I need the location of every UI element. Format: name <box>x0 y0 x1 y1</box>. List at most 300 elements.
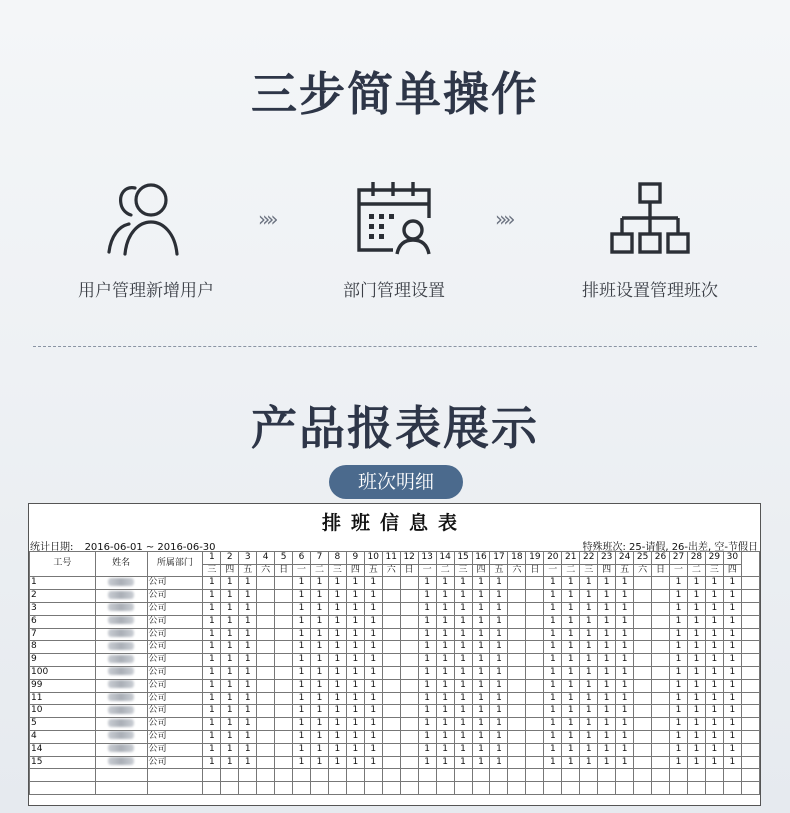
shift-cell: 1 <box>221 730 239 743</box>
empty-cell <box>257 769 275 782</box>
empty-cell <box>30 769 96 782</box>
shift-cell: 1 <box>687 628 705 641</box>
day-header: 28 <box>687 552 705 565</box>
shift-cell-empty <box>400 692 418 705</box>
empty-cell <box>257 782 275 795</box>
shift-cell: 1 <box>580 743 598 756</box>
shift-cell: 1 <box>580 756 598 769</box>
shift-cell-empty <box>257 602 275 615</box>
empty-cell <box>670 769 688 782</box>
shift-cell-empty <box>382 743 400 756</box>
empty-cell <box>239 782 257 795</box>
shift-cell: 1 <box>705 679 723 692</box>
shift-cell: 1 <box>723 641 741 654</box>
empty-cell <box>580 769 598 782</box>
shift-cell: 1 <box>454 666 472 679</box>
shift-cell-empty <box>652 577 670 590</box>
empty-cell <box>705 769 723 782</box>
empty-cell <box>526 769 544 782</box>
shift-cell-empty <box>400 666 418 679</box>
shift-cell: 1 <box>705 602 723 615</box>
shift-cell: 1 <box>310 718 328 731</box>
empty-cell <box>95 782 147 795</box>
shift-cell: 1 <box>544 743 562 756</box>
department: 公司 <box>147 615 203 628</box>
shift-cell: 1 <box>723 679 741 692</box>
shift-cell-empty <box>382 615 400 628</box>
shift-cell-empty <box>634 590 652 603</box>
shift-cell: 1 <box>203 692 221 705</box>
shift-cell: 1 <box>490 641 508 654</box>
shift-cell-empty <box>652 718 670 731</box>
section-divider <box>33 346 757 347</box>
weekday-header: 五 <box>490 564 508 577</box>
shift-cell-empty <box>275 615 293 628</box>
redacted-name <box>108 629 134 637</box>
shift-cell: 1 <box>562 718 580 731</box>
shift-cell: 1 <box>687 602 705 615</box>
shift-cell: 1 <box>239 718 257 731</box>
shift-cell: 1 <box>203 743 221 756</box>
shift-cell: 1 <box>490 718 508 731</box>
col-header-dept: 所属部门 <box>147 552 203 577</box>
redacted-name <box>108 731 134 739</box>
empty-cell <box>598 769 616 782</box>
shift-cell: 1 <box>239 628 257 641</box>
shift-cell: 1 <box>418 641 436 654</box>
shift-cell: 1 <box>472 590 490 603</box>
shift-cell: 1 <box>436 705 454 718</box>
shift-cell-empty <box>400 577 418 590</box>
redacted-name <box>108 578 134 586</box>
shift-cell: 1 <box>490 577 508 590</box>
shift-cell: 1 <box>562 756 580 769</box>
weekday-header: 二 <box>436 564 454 577</box>
shift-cell: 1 <box>472 730 490 743</box>
shift-cell: 1 <box>346 718 364 731</box>
department: 公司 <box>147 666 203 679</box>
shift-cell: 1 <box>418 590 436 603</box>
shift-cell: 1 <box>221 628 239 641</box>
shift-cell: 1 <box>454 602 472 615</box>
shift-cell: 1 <box>687 692 705 705</box>
shift-detail-badge: 班次明细 <box>329 465 463 499</box>
shift-cell: 1 <box>490 590 508 603</box>
shift-cell-empty <box>652 679 670 692</box>
shift-cell: 1 <box>472 692 490 705</box>
shift-cell: 1 <box>364 615 382 628</box>
shift-cell: 1 <box>346 730 364 743</box>
weekday-header: 五 <box>364 564 382 577</box>
shift-cell: 1 <box>544 641 562 654</box>
shift-cell-empty <box>382 654 400 667</box>
shift-cell-empty <box>508 577 526 590</box>
day-header: 3 <box>239 552 257 565</box>
empty-cell <box>490 769 508 782</box>
empty-cell <box>616 769 634 782</box>
shift-cell: 1 <box>221 756 239 769</box>
shift-cell-empty <box>634 615 652 628</box>
shift-cell: 1 <box>346 692 364 705</box>
col-header-name: 姓名 <box>95 552 147 577</box>
weekday-header: 三 <box>454 564 472 577</box>
shift-cell: 1 <box>239 679 257 692</box>
employee-name-redacted <box>95 590 147 603</box>
day-header: 4 <box>257 552 275 565</box>
shift-cell: 1 <box>687 718 705 731</box>
shift-cell: 1 <box>436 730 454 743</box>
shift-cell: 1 <box>472 666 490 679</box>
shift-cell-empty <box>382 718 400 731</box>
shift-cell-empty <box>275 628 293 641</box>
shift-cell: 1 <box>670 666 688 679</box>
shift-cell: 1 <box>436 743 454 756</box>
shift-cell: 1 <box>221 602 239 615</box>
table-row <box>30 666 760 679</box>
shift-cell: 1 <box>328 577 346 590</box>
shift-cell-empty <box>275 666 293 679</box>
shift-cell: 1 <box>616 654 634 667</box>
weekday-header: 一 <box>670 564 688 577</box>
shift-cell-empty <box>634 756 652 769</box>
shift-cell: 1 <box>364 628 382 641</box>
shift-cell-empty <box>652 602 670 615</box>
empty-cell <box>723 769 741 782</box>
empty-cell <box>562 769 580 782</box>
day-header: 26 <box>652 552 670 565</box>
day-header: 1 <box>203 552 221 565</box>
shift-cell: 1 <box>562 654 580 667</box>
shift-cell: 1 <box>221 666 239 679</box>
shift-cell: 1 <box>454 654 472 667</box>
shift-cell: 1 <box>687 705 705 718</box>
empty-cell <box>454 769 472 782</box>
shift-cell: 1 <box>364 705 382 718</box>
shift-cell-empty <box>382 641 400 654</box>
shift-cell-empty <box>275 602 293 615</box>
shift-cell-empty <box>275 756 293 769</box>
shift-cell: 1 <box>203 730 221 743</box>
shift-cell-empty <box>508 628 526 641</box>
day-header: 30 <box>723 552 741 565</box>
weekday-header: 二 <box>562 564 580 577</box>
shift-cell-empty <box>526 756 544 769</box>
shift-cell: 1 <box>580 615 598 628</box>
shift-cell-empty <box>508 666 526 679</box>
redacted-name <box>108 667 134 675</box>
shift-cell-empty <box>257 679 275 692</box>
shift-cell: 1 <box>616 615 634 628</box>
shift-cell-empty <box>652 654 670 667</box>
shift-cell: 1 <box>472 679 490 692</box>
shift-cell: 1 <box>598 705 616 718</box>
shift-cell: 1 <box>328 692 346 705</box>
redacted-name <box>108 744 134 752</box>
shift-cell: 1 <box>598 577 616 590</box>
shift-cell-empty <box>382 692 400 705</box>
shift-cell: 1 <box>454 590 472 603</box>
shift-cell: 1 <box>328 602 346 615</box>
shift-cell: 1 <box>723 743 741 756</box>
department: 公司 <box>147 602 203 615</box>
weekday-header: 三 <box>580 564 598 577</box>
shift-cell: 1 <box>418 615 436 628</box>
employee-id: 11 <box>30 692 96 705</box>
shift-cell: 1 <box>310 730 328 743</box>
shift-cell: 1 <box>598 666 616 679</box>
shift-cell-empty <box>508 705 526 718</box>
shift-cell: 1 <box>562 615 580 628</box>
arrow-icon: »» <box>258 207 275 231</box>
shift-cell: 1 <box>436 577 454 590</box>
shift-cell: 1 <box>328 590 346 603</box>
weekday-header: 一 <box>293 564 311 577</box>
weekday-header: 六 <box>382 564 400 577</box>
employee-name-redacted <box>95 756 147 769</box>
shift-cell: 1 <box>544 666 562 679</box>
shift-cell: 1 <box>328 628 346 641</box>
shift-cell: 1 <box>687 666 705 679</box>
shift-cell: 1 <box>454 577 472 590</box>
special-shift-note: 特殊班次: 25-请假, 26-出差, 空-节假日 <box>582 542 758 553</box>
weekday-header: 五 <box>239 564 257 577</box>
shift-cell: 1 <box>239 730 257 743</box>
schedule-sheet <box>28 503 761 806</box>
empty-cell <box>544 769 562 782</box>
shift-cell: 1 <box>598 641 616 654</box>
shift-cell-empty <box>257 628 275 641</box>
day-header: 27 <box>670 552 688 565</box>
shift-cell-empty <box>652 590 670 603</box>
weekday-header: 四 <box>723 564 741 577</box>
shift-cell: 1 <box>580 641 598 654</box>
shift-cell-empty <box>257 666 275 679</box>
table-row <box>30 654 760 667</box>
shift-cell: 1 <box>310 679 328 692</box>
empty-cell <box>454 782 472 795</box>
department: 公司 <box>147 718 203 731</box>
shift-cell: 1 <box>436 590 454 603</box>
shift-cell: 1 <box>454 705 472 718</box>
shift-cell: 1 <box>454 615 472 628</box>
employee-name-redacted <box>95 705 147 718</box>
shift-cell: 1 <box>598 756 616 769</box>
empty-cell <box>490 782 508 795</box>
shift-cell: 1 <box>723 666 741 679</box>
shift-cell: 1 <box>616 743 634 756</box>
shift-cell: 1 <box>239 666 257 679</box>
shift-cell: 1 <box>203 718 221 731</box>
shift-cell: 1 <box>418 577 436 590</box>
col-header-id: 工号 <box>30 552 96 577</box>
shift-cell-empty <box>652 628 670 641</box>
shift-cell: 1 <box>346 666 364 679</box>
shift-cell: 1 <box>364 577 382 590</box>
shift-cell: 1 <box>293 615 311 628</box>
shift-cell: 1 <box>490 654 508 667</box>
sheet-title: 排班信息表 <box>321 512 467 534</box>
org-chart-icon <box>608 178 692 258</box>
department: 公司 <box>147 756 203 769</box>
shift-cell: 1 <box>203 577 221 590</box>
shift-cell: 1 <box>723 756 741 769</box>
shift-cell: 1 <box>472 641 490 654</box>
shift-cell: 1 <box>670 705 688 718</box>
day-header: 23 <box>598 552 616 565</box>
empty-cell <box>562 782 580 795</box>
shift-cell-empty <box>652 756 670 769</box>
employee-id: 1 <box>30 577 96 590</box>
shift-cell: 1 <box>687 679 705 692</box>
shift-cell: 1 <box>616 730 634 743</box>
shift-cell: 1 <box>616 590 634 603</box>
shift-cell: 1 <box>328 718 346 731</box>
shift-cell: 1 <box>239 692 257 705</box>
department: 公司 <box>147 730 203 743</box>
weekday-header: 四 <box>346 564 364 577</box>
shift-cell: 1 <box>616 628 634 641</box>
shift-cell: 1 <box>580 679 598 692</box>
empty-cell <box>147 782 203 795</box>
shift-cell: 1 <box>346 641 364 654</box>
shift-cell: 1 <box>670 641 688 654</box>
shift-cell: 1 <box>490 602 508 615</box>
shift-cell: 1 <box>239 577 257 590</box>
shift-cell: 1 <box>346 679 364 692</box>
shift-cell-empty <box>634 628 652 641</box>
shift-cell: 1 <box>293 743 311 756</box>
arrow-icon: »» <box>495 207 512 231</box>
shift-cell: 1 <box>221 718 239 731</box>
report-heading: 产品报表展示 <box>251 401 539 455</box>
shift-cell: 1 <box>723 602 741 615</box>
shift-cell: 1 <box>562 577 580 590</box>
shift-cell: 1 <box>328 730 346 743</box>
shift-cell: 1 <box>705 615 723 628</box>
shift-cell: 1 <box>472 705 490 718</box>
redacted-name <box>108 603 134 611</box>
empty-cell <box>400 782 418 795</box>
redacted-name <box>108 757 134 765</box>
shift-cell: 1 <box>723 628 741 641</box>
empty-cell <box>346 782 364 795</box>
employee-id: 7 <box>30 628 96 641</box>
shift-cell: 1 <box>221 590 239 603</box>
shift-cell: 1 <box>454 730 472 743</box>
shift-cell: 1 <box>310 705 328 718</box>
shift-cell: 1 <box>472 743 490 756</box>
shift-cell: 1 <box>418 718 436 731</box>
shift-cell: 1 <box>310 615 328 628</box>
shift-cell: 1 <box>598 692 616 705</box>
weekday-header: 四 <box>472 564 490 577</box>
shift-cell: 1 <box>580 577 598 590</box>
shift-cell: 1 <box>562 679 580 692</box>
shift-cell-empty <box>508 730 526 743</box>
shift-cell-empty <box>508 718 526 731</box>
shift-cell: 1 <box>670 602 688 615</box>
shift-cell: 1 <box>221 679 239 692</box>
shift-cell-empty <box>634 577 652 590</box>
shift-cell: 1 <box>364 641 382 654</box>
shift-cell: 1 <box>490 679 508 692</box>
shift-cell-empty <box>526 705 544 718</box>
redacted-name <box>108 693 134 701</box>
empty-cell <box>203 782 221 795</box>
shift-cell-empty <box>275 718 293 731</box>
empty-cell <box>310 769 328 782</box>
shift-cell: 1 <box>310 654 328 667</box>
shift-cell: 1 <box>490 666 508 679</box>
empty-cell <box>652 769 670 782</box>
redacted-name <box>108 655 134 663</box>
shift-cell: 1 <box>436 679 454 692</box>
shift-cell: 1 <box>580 602 598 615</box>
shift-cell: 1 <box>436 718 454 731</box>
shift-cell: 1 <box>687 641 705 654</box>
shift-cell: 1 <box>598 615 616 628</box>
shift-cell: 1 <box>687 743 705 756</box>
shift-cell: 1 <box>239 756 257 769</box>
shift-cell-empty <box>634 692 652 705</box>
empty-cell <box>203 769 221 782</box>
shift-cell: 1 <box>310 602 328 615</box>
shift-cell-empty <box>257 692 275 705</box>
empty-cell <box>382 769 400 782</box>
shift-cell: 1 <box>203 705 221 718</box>
empty-cell <box>687 782 705 795</box>
employee-id: 14 <box>30 743 96 756</box>
empty-cell <box>598 782 616 795</box>
shift-cell: 1 <box>239 743 257 756</box>
table-row <box>30 641 760 654</box>
empty-row <box>30 782 760 795</box>
shift-cell: 1 <box>562 692 580 705</box>
empty-cell <box>293 769 311 782</box>
shift-cell: 1 <box>293 756 311 769</box>
date-range: 2016-06-01 ~ 2016-06-30 <box>84 542 216 553</box>
shift-cell: 1 <box>544 654 562 667</box>
empty-cell <box>364 769 382 782</box>
shift-cell-empty <box>382 666 400 679</box>
shift-cell: 1 <box>221 743 239 756</box>
shift-cell-empty <box>634 718 652 731</box>
shift-cell: 1 <box>472 718 490 731</box>
shift-cell: 1 <box>293 577 311 590</box>
shift-cell: 1 <box>598 654 616 667</box>
day-header: 19 <box>526 552 544 565</box>
shift-cell: 1 <box>562 730 580 743</box>
empty-cell <box>147 769 203 782</box>
employee-name-redacted <box>95 641 147 654</box>
shift-cell: 1 <box>670 628 688 641</box>
employee-id: 6 <box>30 615 96 628</box>
day-header: 11 <box>382 552 400 565</box>
shift-cell: 1 <box>310 577 328 590</box>
empty-cell <box>705 782 723 795</box>
shift-cell: 1 <box>454 628 472 641</box>
empty-cell <box>328 769 346 782</box>
shift-cell: 1 <box>346 705 364 718</box>
shift-cell-empty <box>508 590 526 603</box>
shift-cell: 1 <box>364 730 382 743</box>
redacted-name <box>108 680 134 688</box>
day-header: 10 <box>364 552 382 565</box>
empty-cell <box>436 769 454 782</box>
table-row <box>30 743 760 756</box>
shift-cell-empty <box>257 615 275 628</box>
shift-cell: 1 <box>580 705 598 718</box>
